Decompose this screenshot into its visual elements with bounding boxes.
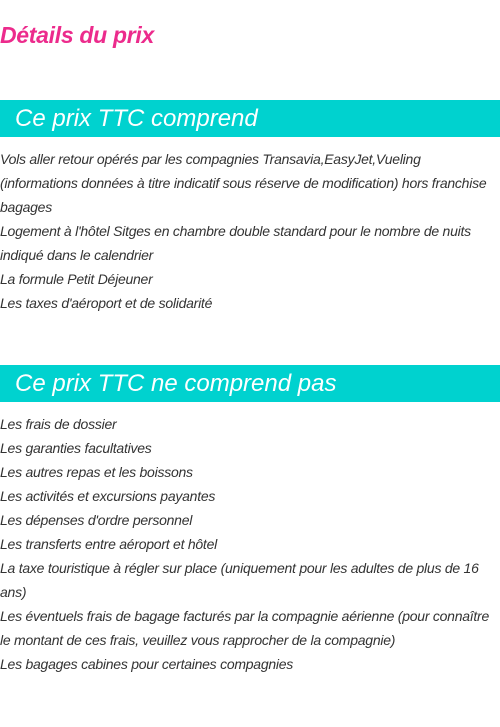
list-item: Les éventuels frais de bagage facturés par la compagnie aérienne (pour connaître le montant de ces frais, veuillez vous rapprocher de la compagnie) xyxy=(0,608,489,648)
list-item: Les autres repas et les boissons xyxy=(0,464,193,480)
list-item: Les garanties facultatives xyxy=(0,440,152,456)
list-item: Les frais de dossier xyxy=(0,416,117,432)
list-item: Les taxes d'aéroport et de solidarité xyxy=(0,295,213,311)
list-item: Les activités et excursions payantes xyxy=(0,488,216,504)
included-section-heading: Ce prix TTC comprend xyxy=(0,100,500,137)
list-item: Les bagages cabines pour certaines compagnies xyxy=(0,656,294,672)
list-item: La taxe touristique à régler sur place (uniquement pour les adultes de plus de 16 ans) xyxy=(0,560,479,600)
list-item: La formule Petit Déjeuner xyxy=(0,271,153,287)
list-item: Vols aller retour opérés par les compagnies Transavia,EasyJet,Vueling (informations données à titre indicatif sous réserve de modification) hors franchise bagages xyxy=(0,151,487,215)
list-item: Logement à l'hôtel Sitges en chambre double standard pour le nombre de nuits indiqué dans le calendrier xyxy=(0,223,471,263)
excluded-section-heading: Ce prix TTC ne comprend pas xyxy=(0,365,500,402)
list-item: Les transferts entre aéroport et hôtel xyxy=(0,536,217,552)
list-item: Les dépenses d'ordre personnel xyxy=(0,512,193,528)
excluded-list xyxy=(0,412,500,676)
included-list xyxy=(0,147,500,315)
page-title: Détails du prix xyxy=(0,22,154,48)
